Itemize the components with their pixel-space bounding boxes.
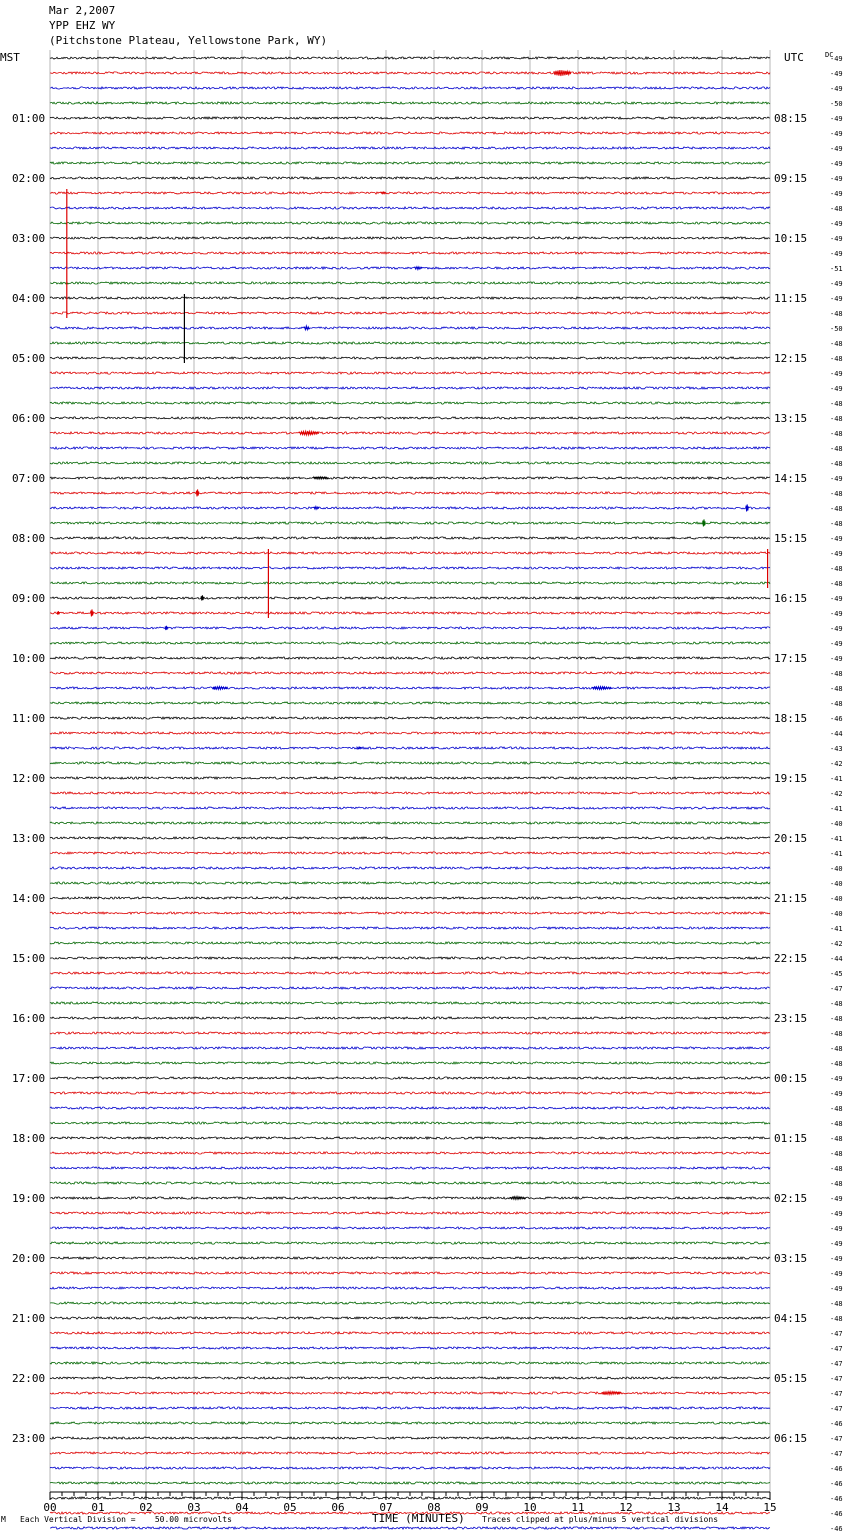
event-burst (57, 611, 59, 615)
dc-offset-label: -49 (830, 280, 843, 288)
dc-offset-label: -40 (830, 910, 843, 918)
trace-row (50, 927, 770, 929)
utc-hour-label: 13:15 (774, 412, 808, 425)
event-burst (703, 519, 705, 526)
dc-offset-label: -50 (830, 325, 843, 333)
utc-hour-label: 06:15 (774, 1432, 808, 1445)
trace-row (50, 792, 770, 794)
dc-offset-label: -51 (830, 265, 843, 273)
mst-hour-label: 08:00 (12, 532, 46, 545)
dc-offset-label: -48 (830, 415, 843, 423)
dc-offset-label: -48 (830, 520, 843, 528)
trace-row (50, 492, 770, 494)
dc-offset-label: -49 (830, 1090, 843, 1098)
mst-hour-label: 17:00 (12, 1072, 46, 1085)
x-tick-label: 11 (571, 1501, 585, 1514)
dc-offset-label: -48 (830, 1135, 843, 1143)
trace-row (50, 972, 770, 974)
x-tick-label: 13 (667, 1501, 681, 1514)
trace-row (50, 507, 770, 509)
dc-offset-label: -49 (830, 235, 843, 243)
x-tick-label: 12 (619, 1501, 633, 1514)
dc-offset-label: -49 (830, 625, 843, 633)
mst-hour-label: 15:00 (12, 952, 46, 965)
trace-row (50, 1077, 770, 1079)
trace-row (50, 1062, 770, 1064)
event-burst (300, 431, 319, 435)
dc-offset-label: -41 (830, 835, 843, 843)
trace-row (50, 1377, 770, 1379)
utc-hour-label: 11:15 (774, 292, 808, 305)
trace-row (50, 1032, 770, 1034)
trace-row (50, 87, 770, 89)
dc-offset-label: -46 (830, 1420, 843, 1428)
dc-offset-label: -49 (830, 145, 843, 153)
dc-offset-label: -49 (830, 1195, 843, 1203)
trace-row (50, 537, 770, 539)
trace-row (50, 1422, 770, 1424)
trace-row (50, 837, 770, 839)
dc-offset-label: -49 (830, 1210, 843, 1218)
x-tick-label: 14 (715, 1501, 729, 1514)
x-tick-label: 07 (379, 1501, 393, 1514)
trace-row (50, 1407, 770, 1409)
trace-row (50, 1482, 770, 1484)
dc-offset-label: -47 (830, 1390, 843, 1398)
trace-row (50, 72, 770, 74)
dc-offset-label: -49 (830, 70, 843, 78)
trace-row (50, 1467, 770, 1469)
trace-row (50, 417, 770, 419)
dc-offset-label: -45 (830, 970, 843, 978)
mst-hour-label: 20:00 (12, 1252, 46, 1265)
trace-row (50, 732, 770, 734)
time-gridlines (50, 50, 770, 1492)
utc-hour-label: 16:15 (774, 592, 808, 605)
trace-row (50, 1182, 770, 1184)
dc-offset-label: -42 (830, 940, 843, 948)
dc-offset-label: -49 (830, 595, 843, 603)
trace-row (50, 1242, 770, 1244)
event-burst (511, 1197, 525, 1200)
trace-row (50, 267, 770, 269)
trace-row (50, 237, 770, 239)
x-tick-label: 02 (139, 1501, 153, 1514)
dc-offset-label: -41 (830, 850, 843, 858)
x-tick-label: 06 (331, 1501, 345, 1514)
dc-offset-label: -48 (830, 1000, 843, 1008)
trace-row (50, 567, 770, 569)
trace-row (50, 1092, 770, 1094)
utc-hour-label: 00:15 (774, 1072, 808, 1085)
dc-offset-label: -49 (830, 115, 843, 123)
dc-offset-label: -48 (830, 460, 843, 468)
dc-offset-label: -50 (830, 100, 843, 108)
trace-row (50, 372, 770, 374)
trace-row (50, 942, 770, 944)
dc-offset-label: -49 (830, 85, 843, 93)
utc-hour-label: 19:15 (774, 772, 808, 785)
dc-offset-label: -49 (830, 385, 843, 393)
dc-offset-label: -47 (830, 1345, 843, 1353)
trace-row (50, 312, 770, 314)
utc-hour-label: 21:15 (774, 892, 808, 905)
mst-hour-label: 14:00 (12, 892, 46, 905)
dc-offset-label: -46 (830, 1510, 843, 1518)
trace-row (50, 1317, 770, 1319)
trace-row (50, 582, 770, 584)
trace-row (50, 1527, 770, 1529)
trace-row (50, 1347, 770, 1349)
dc-offset-label: -49 (830, 1225, 843, 1233)
event-burst (746, 504, 748, 511)
x-tick-label: 10 (523, 1501, 537, 1514)
corner-mark: M (1, 1515, 6, 1524)
right-axis-label: UTC (784, 51, 804, 64)
dc-offset-label: -43 (830, 745, 843, 753)
utc-hour-label: 22:15 (774, 952, 808, 965)
event-burst (196, 489, 198, 496)
mst-hour-label: 07:00 (12, 472, 46, 485)
trace-row (50, 1197, 770, 1199)
dc-offset-label: -49 (830, 130, 843, 138)
mst-hour-label: 16:00 (12, 1012, 46, 1025)
trace-row (50, 222, 770, 224)
trace-row (50, 1047, 770, 1049)
x-tick-label: 08 (427, 1501, 441, 1514)
trace-row (50, 177, 770, 179)
trace-row (50, 852, 770, 854)
trace-row (50, 822, 770, 824)
dc-offset-label: -46 (830, 715, 843, 723)
trace-row (50, 57, 770, 59)
event-burst (201, 595, 203, 600)
utc-hour-label: 03:15 (774, 1252, 808, 1265)
trace-row (50, 867, 770, 869)
dc-offset-label: -47 (830, 1360, 843, 1368)
trace-row (50, 1137, 770, 1139)
dc-offset-label: -49 (830, 640, 843, 648)
dc-offset-label: -49 (830, 550, 843, 558)
x-tick-label: 04 (235, 1501, 249, 1514)
mst-hour-label: 21:00 (12, 1312, 46, 1325)
dc-offset-label: -49 (830, 1075, 843, 1083)
utc-hour-label: 10:15 (774, 232, 808, 245)
trace-row (50, 342, 770, 344)
scale-note: Each Vertical Division = 50.00 microvolts (20, 1515, 232, 1524)
trace-row (50, 192, 770, 194)
trace-row (50, 642, 770, 644)
utc-hour-label: 14:15 (774, 472, 808, 485)
trace-row (50, 207, 770, 209)
trace-row (50, 657, 770, 659)
mst-hour-label: 13:00 (12, 832, 46, 845)
trace-row (50, 162, 770, 164)
dc-offset-label: -44 (830, 955, 843, 963)
trace-row (50, 1497, 770, 1499)
trace-row (50, 282, 770, 284)
trace-row (50, 402, 770, 404)
trace-row (50, 1452, 770, 1454)
trace-row (50, 987, 770, 989)
dc-offset-label: -40 (830, 895, 843, 903)
trace-row (50, 1107, 770, 1109)
utc-hour-label: 23:15 (774, 1012, 808, 1025)
trace-row (50, 432, 770, 434)
mst-hour-label: 19:00 (12, 1192, 46, 1205)
x-axis-title: TIME (MINUTES) (372, 1512, 465, 1525)
dc-offset-label: -47 (830, 1435, 843, 1443)
trace-row (50, 132, 770, 134)
trace-row (50, 462, 770, 464)
dc-offset-label: -41 (830, 925, 843, 933)
dc-offset-label: -48 (830, 1315, 843, 1323)
trace-row (50, 1437, 770, 1439)
x-tick-label: 01 (91, 1501, 105, 1514)
mst-hour-label: 04:00 (12, 292, 46, 305)
dc-offset-label: -49 (830, 220, 843, 228)
trace-row (50, 807, 770, 809)
utc-hour-label: 18:15 (774, 712, 808, 725)
trace-row (50, 117, 770, 119)
trace-row (50, 1017, 770, 1019)
x-tick-label: 00 (43, 1501, 57, 1514)
trace-row (50, 387, 770, 389)
dc-offset-label: -49 (830, 370, 843, 378)
dc-offset-label: -48 (830, 310, 843, 318)
trace-row (50, 1257, 770, 1259)
dc-offset-label: -48 (830, 1060, 843, 1068)
utc-hour-label: 20:15 (774, 832, 808, 845)
dc-offset-label: -48 (830, 445, 843, 453)
dc-offset-label: -48 (830, 670, 843, 678)
dc-offset-label: -48 (830, 1180, 843, 1188)
trace-row (50, 1362, 770, 1364)
trace-row (50, 702, 770, 704)
x-tick-label: 15 (763, 1501, 777, 1514)
trace-row (50, 447, 770, 449)
left-axis-label: MST (0, 51, 20, 64)
dc-offset-label: -48 (830, 205, 843, 213)
station-location: (Pitchstone Plateau, Yellowstone Park, WY) (49, 34, 328, 47)
dc-offset-label: -49 (830, 1270, 843, 1278)
utc-hour-label: 02:15 (774, 1192, 808, 1205)
dc-offset-label: -48 (830, 430, 843, 438)
dc-offset-label: -47 (830, 1405, 843, 1413)
dc-offset-label: -48 (830, 505, 843, 513)
dc-offset-label: -49 (830, 1255, 843, 1263)
dc-offset-label: -48 (830, 1120, 843, 1128)
dc-offset-label: -44 (830, 730, 843, 738)
dc-offset-label: -49 (830, 475, 843, 483)
mst-hour-label: 11:00 (12, 712, 46, 725)
trace-row (50, 747, 770, 749)
event-burst (554, 70, 571, 76)
trace-row (50, 552, 770, 554)
dc-offset-label: -48 (830, 1300, 843, 1308)
trace-row (50, 687, 770, 689)
mst-hour-label: 23:00 (12, 1432, 46, 1445)
trace-row (50, 597, 770, 599)
mst-hour-label: 03:00 (12, 232, 46, 245)
dc-offset-label: -49 (830, 250, 843, 258)
trace-row (50, 1302, 770, 1304)
trace-row (50, 1392, 770, 1394)
dc-offset-label: -49 (830, 610, 843, 618)
dc-offset-labels (830, 55, 843, 1534)
trace-row (50, 957, 770, 959)
utc-hour-label: 08:15 (774, 112, 808, 125)
dc-offset-label: -41 (830, 775, 843, 783)
mst-hour-label: 18:00 (12, 1132, 46, 1145)
trace-row (50, 522, 770, 524)
trace-row (50, 1152, 770, 1154)
trace-row (50, 612, 770, 614)
dc-offset-label: -40 (830, 880, 843, 888)
dc-offset-label: -49 (830, 655, 843, 663)
trace-row (50, 252, 770, 254)
dc-offset-label: -49 (830, 175, 843, 183)
utc-hour-label: 15:15 (774, 532, 808, 545)
utc-hour-label: 12:15 (774, 352, 808, 365)
mst-hour-label: 02:00 (12, 172, 46, 185)
dc-offset-label: -40 (830, 865, 843, 873)
dc-offset-label: -46 (830, 1480, 843, 1488)
dc-offset-label: -49 (830, 1285, 843, 1293)
dc-offset-label: -47 (830, 1375, 843, 1383)
dc-offset-label: -48 (830, 580, 843, 588)
dc-offset-label: -46 (830, 1465, 843, 1473)
dc-offset-label: -48 (830, 1045, 843, 1053)
dc-offset-label: -48 (830, 355, 843, 363)
utc-hour-label: 17:15 (774, 652, 808, 665)
dc-offset-label: -48 (830, 565, 843, 573)
dc-offset-label: -48 (830, 400, 843, 408)
trace-row (50, 717, 770, 719)
dc-offset-label: -49 (830, 190, 843, 198)
utc-hour-label: 05:15 (774, 1372, 808, 1385)
trace-row (50, 882, 770, 884)
dc-offset-label: -49 (830, 160, 843, 168)
clip-note: Traces clipped at plus/minus 5 vertical divisions (482, 1515, 719, 1524)
dc-label: DC (825, 51, 834, 59)
trace-row (50, 327, 770, 329)
x-tick-label: 05 (283, 1501, 297, 1514)
trace-row (50, 1002, 770, 1004)
dc-offset-label: -42 (830, 790, 843, 798)
dc-offset-label: -47 (830, 1450, 843, 1458)
utc-hour-label: 09:15 (774, 172, 808, 185)
plot-date: Mar 2,2007 (49, 4, 116, 17)
trace-row (50, 102, 770, 104)
trace-row (50, 1122, 770, 1124)
dc-offset-label: -49 (830, 55, 843, 63)
dc-offset-label: -48 (830, 1105, 843, 1113)
x-axis (43, 1492, 776, 1514)
dc-offset-label: -47 (830, 985, 843, 993)
mst-hour-label: 06:00 (12, 412, 46, 425)
trace-row (50, 627, 770, 629)
dc-offset-label: -40 (830, 820, 843, 828)
event-burst (165, 626, 167, 630)
trace-row (50, 672, 770, 674)
dc-offset-label: -48 (830, 1015, 843, 1023)
trace-rows (50, 57, 770, 1534)
dc-offset-label: -49 (830, 295, 843, 303)
trace-row (50, 762, 770, 764)
x-tick-label: 03 (187, 1501, 201, 1514)
trace-row (50, 477, 770, 479)
trace-row (50, 357, 770, 359)
mst-hour-label: 10:00 (12, 652, 46, 665)
event-burst (91, 609, 93, 616)
mst-hour-label: 05:00 (12, 352, 46, 365)
dc-offset-label: -48 (830, 1150, 843, 1158)
station-code: YPP EHZ WY (49, 19, 116, 32)
trace-row (50, 912, 770, 914)
trace-row (50, 297, 770, 299)
trace-row (50, 1332, 770, 1334)
dc-offset-label: -48 (830, 490, 843, 498)
dc-offset-label: -49 (830, 1240, 843, 1248)
mst-hour-label: 09:00 (12, 592, 46, 605)
trace-row (50, 1287, 770, 1289)
dc-offset-label: -46 (830, 1495, 843, 1503)
mst-hour-label: 12:00 (12, 772, 46, 785)
mst-hour-label: 22:00 (12, 1372, 46, 1385)
trace-row (50, 1212, 770, 1214)
dc-offset-label: -42 (830, 760, 843, 768)
mst-hour-label: 01:00 (12, 112, 46, 125)
utc-hour-label: 01:15 (774, 1132, 808, 1145)
utc-hour-label: 04:15 (774, 1312, 808, 1325)
x-tick-label: 09 (475, 1501, 489, 1514)
dc-offset-label: -49 (830, 535, 843, 543)
trace-row (50, 897, 770, 899)
dc-offset-label: -48 (830, 685, 843, 693)
dc-offset-label: -48 (830, 340, 843, 348)
dc-offset-label: -41 (830, 805, 843, 813)
dc-offset-label: -46 (830, 1525, 843, 1533)
dc-offset-label: -48 (830, 1165, 843, 1173)
trace-row (50, 1167, 770, 1169)
trace-row (50, 147, 770, 149)
trace-row (50, 1272, 770, 1274)
event-burst (357, 747, 362, 749)
dc-offset-label: -47 (830, 1330, 843, 1338)
dc-offset-label: -48 (830, 1030, 843, 1038)
trace-row (50, 1227, 770, 1229)
trace-row (50, 777, 770, 779)
event-burst (415, 267, 422, 270)
dc-offset-label: -48 (830, 700, 843, 708)
